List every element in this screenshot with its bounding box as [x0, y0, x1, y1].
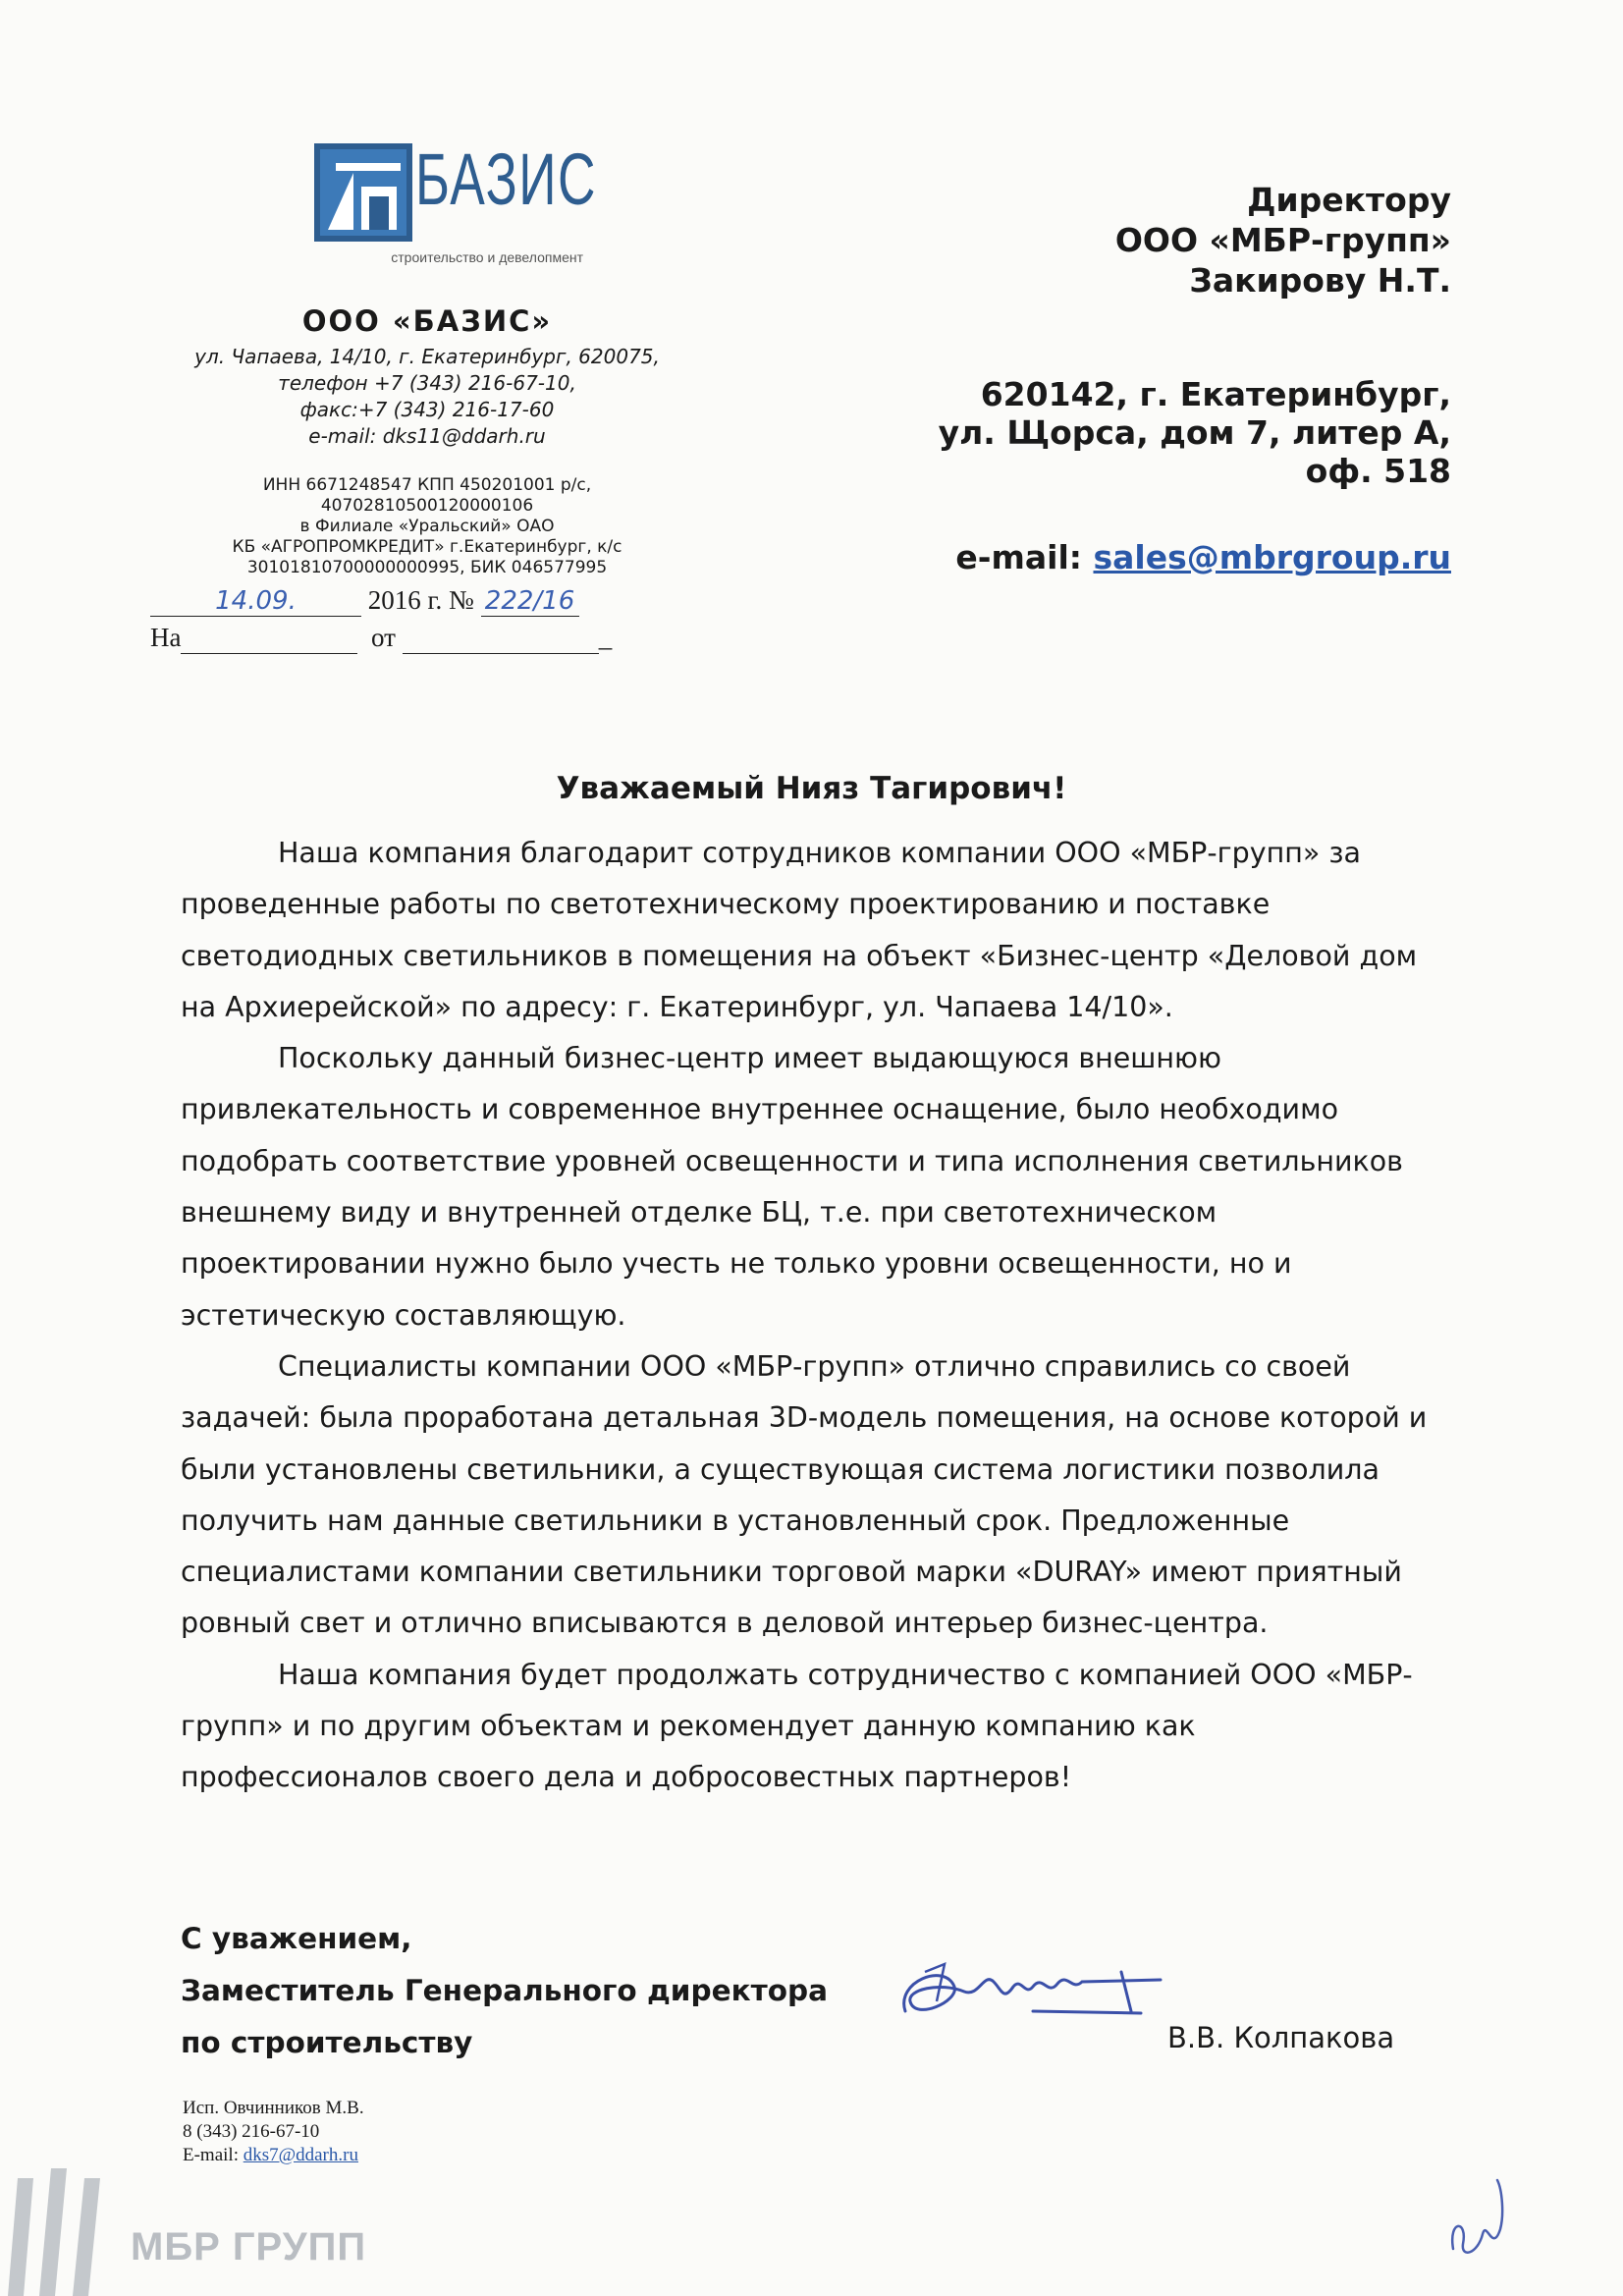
body-paragraph: Наша компания благодарит сотрудников компании ООО «МБР-групп» за проведенные работы по светотехническому проектированию и поставке светодиодных светильников в помещения на объект «Бизнес-центр «Деловой дом на Архиерейской» по адресу: г. Екатеринбург, ул. Чапаева 14/10».	[181, 837, 1418, 1023]
outgoing-number: 222/16	[484, 586, 575, 616]
mbr-group-watermark	[0, 2159, 373, 2296]
handwritten-initials	[1443, 2160, 1522, 2269]
sender-bank-details	[142, 475, 712, 578]
signer-position: Заместитель Генерального директора	[181, 1974, 828, 2007]
recipient-address-line: 620142, г. Екатеринбург,	[980, 375, 1451, 413]
bank-line: 40702810500120000106	[320, 496, 534, 516]
executor-email-label: E-mail:	[183, 2145, 239, 2165]
bank-line: 30101810700000000995, БИК 046577995	[246, 558, 608, 577]
basis-logo-emblem-icon	[314, 143, 412, 242]
sender-fax: факс:+7 (343) 216-17-60	[299, 398, 555, 421]
recipient-address-line: ул. Щорса, дом 7, литер А,	[938, 413, 1451, 452]
na-label: На	[150, 623, 182, 652]
recipient-title	[764, 180, 1451, 301]
recipient-address	[764, 375, 1451, 490]
handwritten-signature	[886, 1942, 1180, 2041]
recipient-position: Директору	[1247, 181, 1451, 219]
executor-info	[183, 2097, 364, 2167]
logo-tagline: строительство и девелопмент	[391, 249, 583, 265]
sender-address	[142, 344, 712, 450]
outgoing-date-line	[150, 585, 612, 617]
bank-line: в Филиале «Уральский» ОАО	[299, 517, 555, 536]
ot-label: от	[370, 623, 396, 652]
recipient-name: Закирову Н.Т.	[1189, 261, 1451, 300]
sender-address-line: ул. Чапаева, 14/10, г. Екатеринбург, 620075,	[194, 345, 660, 368]
basis-logo	[314, 137, 597, 270]
signer-position-cont: по строительству	[181, 2026, 473, 2059]
recipient-company: ООО «МБР-групп»	[1114, 221, 1451, 259]
sender-phone: телефон +7 (343) 216-67-10,	[278, 371, 576, 395]
recipient-email-line	[764, 537, 1451, 577]
recipient-email-label: e-mail:	[955, 538, 1082, 576]
signer-name: В.В. Колпакова	[1167, 2021, 1395, 2054]
outgoing-number-block	[150, 585, 612, 654]
executor-phone: 8 (343) 216-67-10	[183, 2121, 320, 2142]
body-paragraph: Наша компания будет продолжать сотрудничество с компанией ООО «МБР-групп» и по другим объектам и рекомендует данную компанию как профессионалов своего дела и добросовестных партнеров!	[181, 1658, 1413, 1794]
sender-email: e-mail: dks11@ddarh.ru	[308, 424, 546, 448]
watermark-text: МБР ГРУПП	[131, 2225, 367, 2269]
letter-body	[181, 828, 1447, 1804]
executor-name: Исп. Овчинников М.В.	[183, 2098, 364, 2118]
closing-regards: С уважением,	[181, 1922, 412, 1955]
bank-line: ИНН 6671248547 КПП 450201001 р/с,	[262, 475, 592, 495]
recipient-email-link[interactable]: sales@mbrgroup.ru	[1093, 538, 1451, 576]
sender-company-name: ООО «БАЗИС»	[301, 304, 553, 338]
outgoing-year: 2016 г. №	[367, 585, 474, 615]
logo-brand-text: БАЗИС	[415, 138, 597, 220]
outgoing-date: 14.09.	[215, 586, 297, 616]
salutation: Уважаемый Нияз Тагирович!	[556, 771, 1067, 806]
body-paragraph: Поскольку данный бизнес-центр имеет выдающуюся внешнюю привлекательность и современное внутреннее оснащение, было необходимо подобрать соответствие уровней освещенности и типа исполнения светильников внешнему виду и внутренней отделке БЦ, т.е. при светотехническом проектировании нужно было учесть не только уровни освещенности, но и эстетическую составляющую.	[181, 1042, 1403, 1332]
executor-email-link[interactable]: dks7@ddarh.ru	[243, 2145, 358, 2165]
recipient-address-line: оф. 518	[1305, 452, 1451, 490]
bank-line: КБ «АГРОПРОМКРЕДИТ» г.Екатеринбург, к/с	[232, 537, 622, 557]
incoming-ref-line	[150, 623, 612, 654]
closing-block	[181, 1913, 828, 2069]
body-paragraph: Специалисты компании ООО «МБР-групп» отлично справились со своей задачей: была проработана детальная 3D-модель помещения, на основе которой и были установлены светильники, а существующая система логистики позволила получить нам данные светильники в установленный срок. Предложенные специалистами компании светильники торговой марки «DURAY» имеют приятный ровный свет и отлично вписываются в деловой интерьер бизнес-центра.	[181, 1349, 1428, 1640]
mbr-watermark-stripes-icon	[0, 2159, 118, 2296]
ref-line-trail: _	[598, 623, 613, 652]
